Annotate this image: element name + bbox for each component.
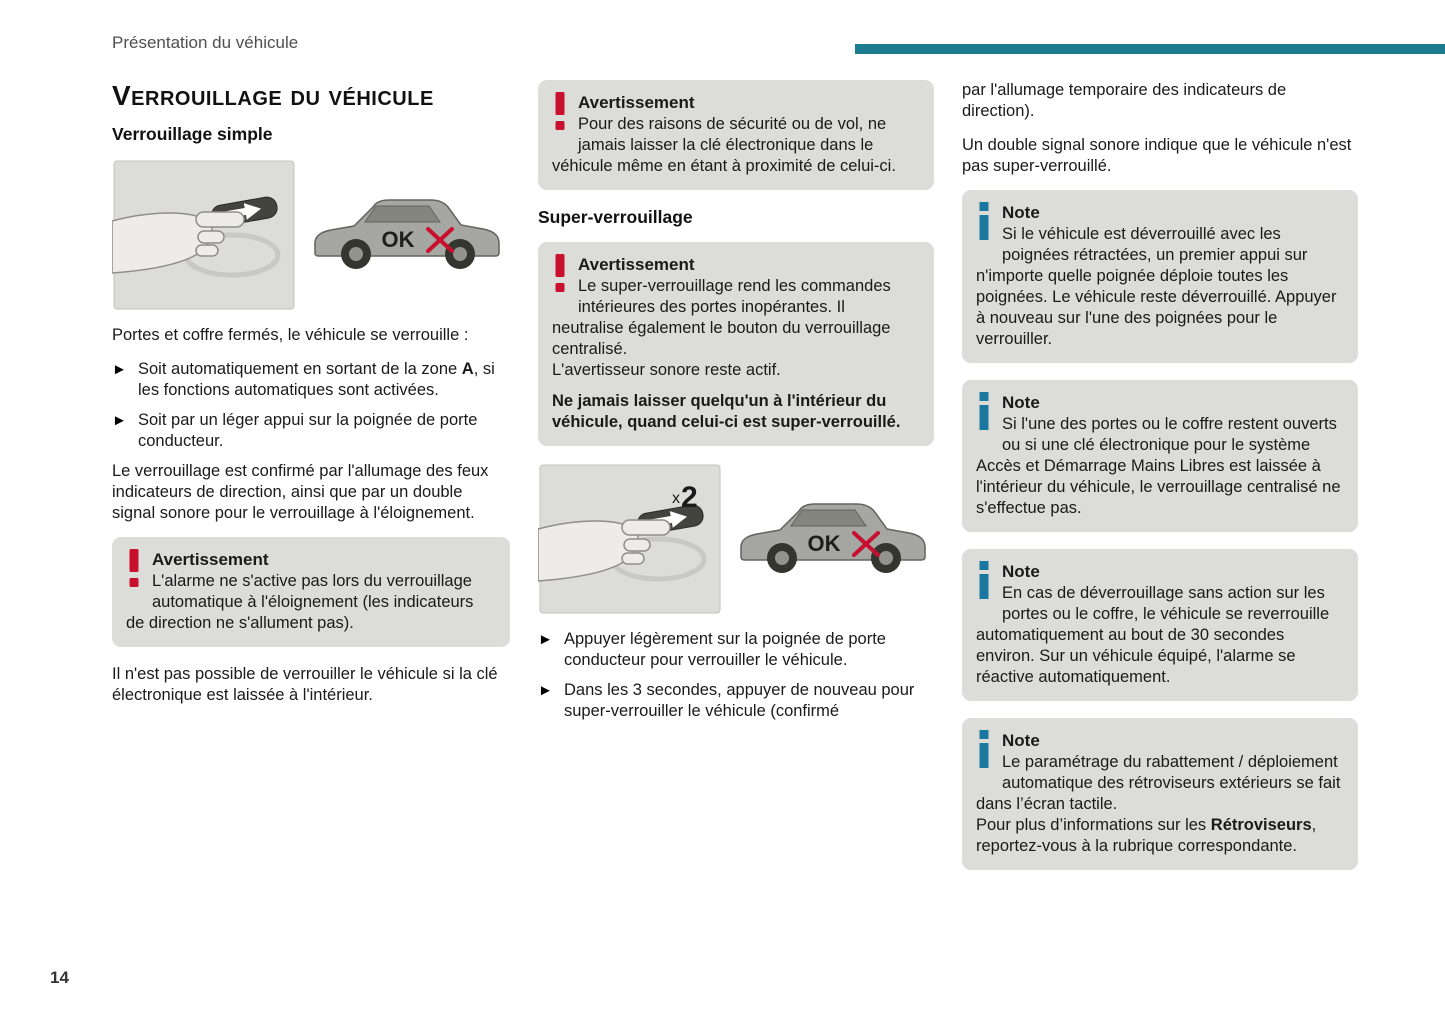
note-title: Note [1002,393,1040,412]
car-window [365,206,440,222]
bullet-triangle-icon: ► [112,361,127,378]
warning-title: Avertissement [578,255,695,274]
warning-body-bold: Ne jamais laisser quelqu'un à l'intérieur du véhicule, quand celui-ci est super-verrouillé. [552,392,901,431]
bullet-triangle-icon: ► [538,631,553,648]
column-right [962,80,1358,887]
paragraph: Il n'est pas possible de verrouiller le véhicule si la clé électronique est laissée à l'intérieur. [112,665,498,704]
warning-icon [552,92,568,135]
x2-multiplier-n: 2 [681,481,698,514]
column-left [112,80,510,719]
teal-header-bar [855,44,1445,54]
warning-body: Le super-verrouillage rend les commandes intérieures des portes inopérantes. Il neutralise également le bouton du verrouillage centralisé. [552,277,891,358]
warning-body: L'alarme ne s'active pas lors du verrouillage automatique à l'éloignement (les indicateurs de direction ne s'allument pas). [126,572,474,632]
car-icon [741,504,925,573]
bullet-text: Soit automatiquement en sortant de la zone A, si les fonctions automatiques sont activées. [138,360,495,399]
x2-multiplier-x: x [672,490,680,507]
page-header-title: Présentation du véhicule [112,33,299,52]
info-icon [976,392,992,435]
note-box [962,380,1358,532]
warning-body: Pour des raisons de sécurité ou de vol, ne jamais laisser la clé électronique dans le véhicule même en étant à proximité de celui-ci. [552,115,896,175]
warning-box [538,242,934,446]
car-icon [315,200,499,269]
retroviseurs-reference: Rétroviseurs [1210,816,1312,834]
bullet-text: Soit par un léger appui sur la poignée de porte conducteur. [138,411,478,450]
column-middle [538,80,934,731]
note-body: En cas de déverrouillage sans action sur les portes ou le coffre, le véhicule se reverrouille automatiquement au bout de 30 secondes environ. Sur un véhicule équipé, l'alarme se réactive automatiquement. [976,584,1330,686]
info-icon [976,561,992,604]
bullet-text: Appuyer légèrement sur la poignée de porte conducteur pour verrouiller le véhicule. [564,630,886,669]
paragraph: Un double signal sonore indique que le véhicule n'est pas super-verrouillé. [962,136,1352,175]
bullet-item [112,410,510,452]
section-title: Verrouillage du véhicule [112,80,434,111]
info-icon [976,202,992,245]
warning-body-line2: L'avertisseur sonore reste actif. [552,361,781,379]
note-body: Si le véhicule est déverrouillé avec les poignées rétractées, un premier appui sur n'importe quelle poignée déploie toutes les poignées. Le véhicule reste déverrouillé. Appuyer à nouveau sur l'une des poignées pour le verrouiller. [976,225,1337,348]
note-title: Note [1002,203,1040,222]
zone-a-label: A [461,360,474,378]
warning-icon [552,254,568,297]
note-body: Le paramétrage du rabattement / déploiement automatique des rétroviseurs extérieurs se fait dans l’écran tactile. [976,753,1341,813]
bullet-text: Dans les 3 secondes, appuyer de nouveau pour super-verrouiller le véhicule (confirmé [564,681,915,720]
subsection-title-super-verrouillage: Super-verrouillage [538,207,693,227]
bullet-item [538,680,934,722]
intro-paragraph: Portes et coffre fermés, le véhicule se verrouille : [112,326,469,344]
warning-box [538,80,934,190]
bullet-item [112,359,510,401]
paragraph: Le verrouillage est confirmé par l'allumage des feux indicateurs de direction, ainsi que par un double signal sonore pour le verrouillage à l'éloignement. [112,462,489,522]
note-body: Si l'une des portes ou le coffre restent ouverts ou si une clé électronique pour le système Accès et Démarrage Mains Libres est laissée à l'intérieur du véhicule, le verrouillage centralisé ne s'effectue pas. [976,415,1341,517]
paragraph: par l'allumage temporaire des indicateurs de direction). [962,81,1287,120]
note-body-line2: Pour plus d’informations sur les Rétroviseurs, reportez-vous à la rubrique correspondante. [976,816,1317,855]
note-box [962,718,1358,870]
page-number: 14 [50,968,69,987]
car-window [791,510,866,526]
info-icon [976,730,992,773]
subsection-title-verrouillage-simple: Verrouillage simple [112,124,273,144]
ok-indicator: OK [381,227,415,252]
figure-simple-lock [112,159,508,311]
hand-press-illustration [112,161,294,309]
warning-title: Avertissement [152,550,269,569]
warning-box [112,537,510,647]
figure-super-lock [538,463,934,615]
note-box [962,190,1358,363]
hand-press-illustration [538,465,720,613]
bullet-triangle-icon: ► [538,682,553,699]
warning-title: Avertissement [578,93,695,112]
warning-icon [126,549,142,592]
bullet-item [538,629,934,671]
note-box [962,549,1358,701]
note-title: Note [1002,562,1040,581]
note-title: Note [1002,731,1040,750]
bullet-triangle-icon: ► [112,412,127,429]
ok-indicator: OK [807,531,841,556]
